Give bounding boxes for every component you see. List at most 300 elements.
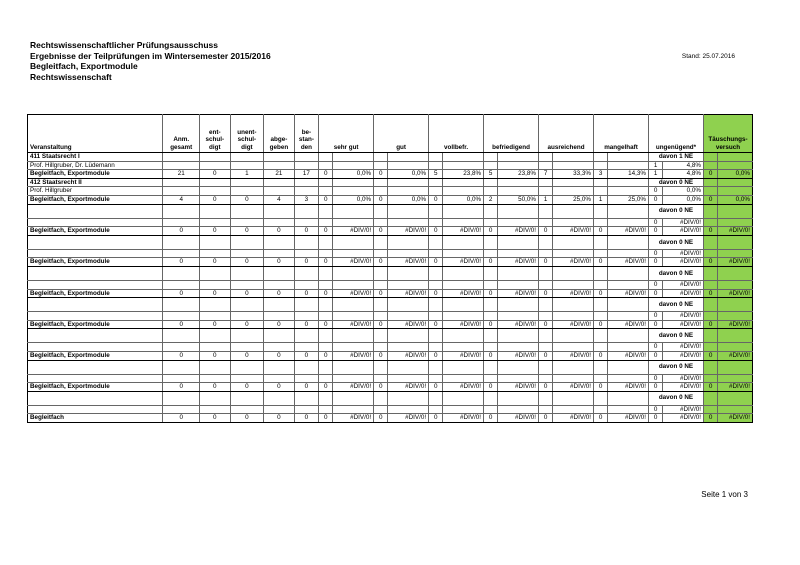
- empty-cell: [333, 391, 374, 405]
- grade-count: 0: [319, 258, 333, 267]
- tv-count: 0: [703, 351, 717, 360]
- grade-pct: #DIV/0!: [498, 414, 539, 423]
- empty-cell: [374, 312, 388, 321]
- empty-cell: [443, 235, 484, 249]
- empty-cell: [498, 298, 539, 312]
- grade-count: 0: [539, 227, 553, 236]
- grade-pct: #DIV/0!: [333, 383, 374, 392]
- summary-label: Begleitfach, Exportmodule: [28, 227, 163, 236]
- prof-name: [28, 405, 163, 414]
- empty-cell: [539, 343, 553, 352]
- empty-cell: [374, 235, 388, 249]
- empty-cell: [429, 343, 443, 352]
- empty-cell: [718, 266, 753, 280]
- empty-cell: [484, 153, 498, 162]
- empty-cell: [230, 343, 264, 352]
- empty-cell: [608, 266, 649, 280]
- block-title-row: [28, 360, 753, 374]
- empty-cell: [718, 374, 753, 383]
- grade-pct: #DIV/0!: [663, 227, 704, 236]
- empty-cell: [429, 266, 443, 280]
- empty-cell: [230, 161, 264, 170]
- empty-cell: [718, 343, 753, 352]
- grade-count: 0: [319, 351, 333, 360]
- summary-value: 0: [163, 227, 200, 236]
- grade-pct: 23,8%: [498, 170, 539, 179]
- empty-cell: [498, 266, 539, 280]
- empty-cell: [230, 218, 264, 227]
- grade-count: 0: [484, 258, 498, 267]
- empty-cell: [594, 187, 608, 196]
- empty-cell: [718, 312, 753, 321]
- empty-cell: [553, 360, 594, 374]
- empty-cell: [429, 280, 443, 289]
- empty-cell: [374, 204, 388, 218]
- grade-pct: #DIV/0!: [608, 383, 649, 392]
- empty-cell: [294, 249, 318, 258]
- grade-pct: #DIV/0!: [553, 289, 594, 298]
- empty-cell: [703, 374, 717, 383]
- empty-cell: [388, 280, 429, 289]
- empty-cell: [374, 343, 388, 352]
- empty-cell: [703, 266, 717, 280]
- summary-label: Begleitfach, Exportmodule: [28, 170, 163, 179]
- empty-cell: [539, 249, 553, 258]
- empty-cell: [264, 374, 295, 383]
- empty-cell: [553, 298, 594, 312]
- grade-pct: #DIV/0!: [608, 289, 649, 298]
- block-prof-row: [28, 249, 753, 258]
- empty-cell: [429, 178, 443, 187]
- empty-cell: [230, 280, 264, 289]
- empty-cell: [718, 187, 753, 196]
- summary-label: Begleitfach, Exportmodule: [28, 320, 163, 329]
- empty-cell: [484, 235, 498, 249]
- empty-cell: [703, 218, 717, 227]
- block-prof-row: [28, 312, 753, 321]
- prof-ne-pct: #DIV/0!: [663, 343, 704, 352]
- grade-count: 0: [484, 351, 498, 360]
- empty-cell: [594, 343, 608, 352]
- empty-cell: [200, 280, 231, 289]
- empty-cell: [498, 312, 539, 321]
- summary-value: 1: [230, 170, 264, 179]
- col-sehr-gut: sehr gut: [319, 115, 374, 153]
- grade-pct: #DIV/0!: [663, 414, 704, 423]
- empty-cell: [319, 204, 333, 218]
- grade-pct: #DIV/0!: [443, 414, 484, 423]
- empty-cell: [608, 374, 649, 383]
- empty-cell: [443, 405, 484, 414]
- empty-cell: [230, 329, 264, 343]
- empty-cell: [594, 161, 608, 170]
- summary-value: 21: [163, 170, 200, 179]
- empty-cell: [484, 298, 498, 312]
- grade-pct: #DIV/0!: [498, 258, 539, 267]
- empty-cell: [718, 298, 753, 312]
- empty-cell: [163, 153, 200, 162]
- block-summary-row: [28, 170, 753, 179]
- block-title: [28, 298, 163, 312]
- grade-count: 0: [429, 195, 443, 204]
- summary-label: Begleitfach, Exportmodule: [28, 351, 163, 360]
- grade-count: 0: [319, 414, 333, 423]
- empty-cell: [429, 312, 443, 321]
- results-table: [27, 114, 753, 423]
- empty-cell: [264, 343, 295, 352]
- summary-value: 0: [230, 414, 264, 423]
- summary-label: Begleitfach, Exportmodule: [28, 289, 163, 298]
- header-line-2: Ergebnisse der Teilprüfungen im Wintersemester 2015/2016: [30, 50, 271, 61]
- empty-cell: [718, 218, 753, 227]
- col-bestanden: [294, 115, 318, 153]
- block-summary-row: [28, 320, 753, 329]
- grade-count: 0: [648, 320, 662, 329]
- prof-ne-pct: #DIV/0!: [663, 405, 704, 414]
- grade-count: 0: [594, 320, 608, 329]
- grade-pct: #DIV/0!: [388, 414, 429, 423]
- grade-count: 0: [374, 414, 388, 423]
- empty-cell: [718, 405, 753, 414]
- grade-pct: #DIV/0!: [443, 383, 484, 392]
- empty-cell: [718, 360, 753, 374]
- grade-count: 0: [594, 383, 608, 392]
- grade-pct: #DIV/0!: [333, 320, 374, 329]
- empty-cell: [388, 298, 429, 312]
- empty-cell: [388, 235, 429, 249]
- empty-cell: [264, 360, 295, 374]
- empty-cell: [163, 249, 200, 258]
- grade-pct: #DIV/0!: [498, 289, 539, 298]
- grade-count: 0: [374, 383, 388, 392]
- empty-cell: [294, 298, 318, 312]
- grade-count: 0: [594, 414, 608, 423]
- empty-cell: [294, 187, 318, 196]
- empty-cell: [608, 391, 649, 405]
- grade-count: 0: [539, 383, 553, 392]
- empty-cell: [374, 266, 388, 280]
- empty-cell: [718, 329, 753, 343]
- grade-pct: #DIV/0!: [388, 258, 429, 267]
- empty-cell: [443, 178, 484, 187]
- grade-pct: #DIV/0!: [553, 383, 594, 392]
- empty-cell: [553, 266, 594, 280]
- grade-count: 0: [539, 320, 553, 329]
- grade-pct: #DIV/0!: [443, 227, 484, 236]
- empty-cell: [264, 235, 295, 249]
- block-summary-row: [28, 195, 753, 204]
- prof-ne-pct: #DIV/0!: [663, 218, 704, 227]
- empty-cell: [230, 374, 264, 383]
- empty-cell: [703, 161, 717, 170]
- grade-count: 0: [319, 227, 333, 236]
- tv-count: 0: [703, 414, 717, 423]
- empty-cell: [264, 329, 295, 343]
- grade-count: 0: [484, 289, 498, 298]
- empty-cell: [594, 329, 608, 343]
- grade-count: 1: [539, 195, 553, 204]
- summary-value: 0: [230, 320, 264, 329]
- prof-ne-pct: 4,8%: [663, 161, 704, 170]
- empty-cell: [539, 235, 553, 249]
- empty-cell: [703, 298, 717, 312]
- tv-pct: #DIV/0!: [718, 320, 753, 329]
- summary-value: 0: [163, 258, 200, 267]
- grade-count: 0: [319, 289, 333, 298]
- empty-cell: [319, 329, 333, 343]
- empty-cell: [294, 153, 318, 162]
- grade-count: 0: [648, 383, 662, 392]
- empty-cell: [608, 218, 649, 227]
- block-summary-row: [28, 227, 753, 236]
- summary-value: 0: [163, 414, 200, 423]
- block-summary-row: [28, 383, 753, 392]
- block-prof-row: [28, 161, 753, 170]
- empty-cell: [388, 249, 429, 258]
- tv-count: 0: [703, 383, 717, 392]
- summary-value: 0: [230, 289, 264, 298]
- grade-pct: #DIV/0!: [663, 383, 704, 392]
- block-prof-row: [28, 187, 753, 196]
- empty-cell: [718, 249, 753, 258]
- block-prof-row: [28, 343, 753, 352]
- empty-cell: [443, 329, 484, 343]
- empty-cell: [264, 312, 295, 321]
- tv-pct: 0,0%: [718, 195, 753, 204]
- empty-cell: [333, 343, 374, 352]
- empty-cell: [539, 266, 553, 280]
- block-title: 412 Staatsrecht II: [28, 178, 163, 187]
- empty-cell: [230, 266, 264, 280]
- grade-count: 0: [539, 414, 553, 423]
- empty-cell: [429, 298, 443, 312]
- block-title-row: [28, 298, 753, 312]
- empty-cell: [539, 204, 553, 218]
- header-line-1: Rechtswissenschaftlicher Prüfungsausschuss: [30, 40, 219, 50]
- block-title-row: [28, 153, 753, 162]
- empty-cell: [608, 312, 649, 321]
- grade-pct: #DIV/0!: [553, 258, 594, 267]
- empty-cell: [498, 235, 539, 249]
- empty-cell: [230, 405, 264, 414]
- grade-pct: #DIV/0!: [553, 320, 594, 329]
- empty-cell: [163, 391, 200, 405]
- empty-cell: [539, 374, 553, 383]
- tv-pct: #DIV/0!: [718, 414, 753, 423]
- col-anm-text: Anm. gesamt: [170, 136, 193, 151]
- empty-cell: [230, 391, 264, 405]
- empty-cell: [200, 266, 231, 280]
- empty-cell: [294, 329, 318, 343]
- summary-value: 0: [200, 351, 231, 360]
- grade-count: 0: [374, 227, 388, 236]
- grade-count: 5: [484, 170, 498, 179]
- summary-value: 0: [200, 258, 231, 267]
- summary-label: Begleitfach, Exportmodule: [28, 195, 163, 204]
- empty-cell: [294, 280, 318, 289]
- empty-cell: [498, 204, 539, 218]
- grade-pct: #DIV/0!: [443, 320, 484, 329]
- empty-cell: [319, 360, 333, 374]
- prof-name: [28, 280, 163, 289]
- empty-cell: [374, 280, 388, 289]
- empty-cell: [498, 374, 539, 383]
- block-title: [28, 391, 163, 405]
- empty-cell: [230, 153, 264, 162]
- col-ent-text: ent- schul- digt: [205, 128, 225, 151]
- tv-count: 0: [703, 320, 717, 329]
- empty-cell: [374, 153, 388, 162]
- davon-ne: davon 0 NE: [648, 235, 703, 249]
- grade-count: 0: [319, 170, 333, 179]
- col-unent: [230, 115, 264, 153]
- empty-cell: [484, 312, 498, 321]
- davon-ne: davon 0 NE: [648, 360, 703, 374]
- col-taeuschung: [703, 115, 752, 153]
- summary-value: 0: [230, 383, 264, 392]
- empty-cell: [703, 204, 717, 218]
- empty-cell: [319, 161, 333, 170]
- col-gut: gut: [374, 115, 429, 153]
- grade-pct: 25,0%: [608, 195, 649, 204]
- grade-pct: 0,0%: [333, 170, 374, 179]
- summary-value: 0: [163, 320, 200, 329]
- empty-cell: [333, 249, 374, 258]
- empty-cell: [294, 178, 318, 187]
- empty-cell: [594, 405, 608, 414]
- empty-cell: [230, 312, 264, 321]
- empty-cell: [319, 298, 333, 312]
- summary-value: 0: [200, 414, 231, 423]
- empty-cell: [230, 235, 264, 249]
- empty-cell: [553, 187, 594, 196]
- empty-cell: [498, 343, 539, 352]
- empty-cell: [200, 204, 231, 218]
- empty-cell: [484, 360, 498, 374]
- empty-cell: [264, 298, 295, 312]
- empty-cell: [484, 280, 498, 289]
- empty-cell: [163, 360, 200, 374]
- col-befriedigend: befriedigend: [484, 115, 539, 153]
- grade-count: 0: [648, 351, 662, 360]
- empty-cell: [388, 178, 429, 187]
- summary-value: 0: [200, 170, 231, 179]
- summary-value: 4: [264, 195, 295, 204]
- summary-value: 0: [294, 289, 318, 298]
- empty-cell: [594, 280, 608, 289]
- empty-cell: [498, 391, 539, 405]
- empty-cell: [333, 178, 374, 187]
- empty-cell: [594, 204, 608, 218]
- grade-pct: #DIV/0!: [663, 320, 704, 329]
- empty-cell: [319, 391, 333, 405]
- col-veranstaltung: Veranstaltung: [28, 115, 163, 153]
- empty-cell: [718, 391, 753, 405]
- empty-cell: [484, 204, 498, 218]
- empty-cell: [163, 266, 200, 280]
- empty-cell: [608, 204, 649, 218]
- empty-cell: [388, 187, 429, 196]
- empty-cell: [429, 405, 443, 414]
- grade-pct: #DIV/0!: [608, 414, 649, 423]
- empty-cell: [498, 249, 539, 258]
- empty-cell: [498, 187, 539, 196]
- summary-value: 0: [264, 383, 295, 392]
- empty-cell: [553, 153, 594, 162]
- grade-count: 1: [594, 195, 608, 204]
- empty-cell: [264, 280, 295, 289]
- grade-count: 0: [429, 289, 443, 298]
- grade-pct: #DIV/0!: [443, 351, 484, 360]
- tv-pct: #DIV/0!: [718, 289, 753, 298]
- grade-pct: #DIV/0!: [333, 227, 374, 236]
- empty-cell: [539, 161, 553, 170]
- empty-cell: [388, 266, 429, 280]
- empty-cell: [264, 391, 295, 405]
- prof-ne-count: 1: [648, 161, 662, 170]
- empty-cell: [443, 218, 484, 227]
- empty-cell: [429, 249, 443, 258]
- grade-count: 0: [374, 258, 388, 267]
- tv-count: 0: [703, 195, 717, 204]
- empty-cell: [553, 343, 594, 352]
- empty-cell: [294, 343, 318, 352]
- empty-cell: [539, 312, 553, 321]
- prof-ne-pct: #DIV/0!: [663, 280, 704, 289]
- empty-cell: [200, 187, 231, 196]
- block-title: [28, 266, 163, 280]
- grade-pct: #DIV/0!: [333, 258, 374, 267]
- empty-cell: [294, 161, 318, 170]
- grade-count: 0: [648, 289, 662, 298]
- empty-cell: [443, 280, 484, 289]
- grade-pct: 4,8%: [663, 170, 704, 179]
- empty-cell: [264, 405, 295, 414]
- block-prof-row: [28, 374, 753, 383]
- empty-cell: [443, 343, 484, 352]
- empty-cell: [374, 298, 388, 312]
- empty-cell: [374, 218, 388, 227]
- grade-count: 0: [374, 351, 388, 360]
- empty-cell: [319, 249, 333, 258]
- prof-name: [28, 343, 163, 352]
- summary-value: 0: [264, 414, 295, 423]
- empty-cell: [230, 249, 264, 258]
- empty-cell: [718, 235, 753, 249]
- grade-pct: #DIV/0!: [663, 258, 704, 267]
- empty-cell: [163, 329, 200, 343]
- empty-cell: [703, 360, 717, 374]
- header-line-3: Begleitfach, Exportmodule: [30, 61, 138, 71]
- empty-cell: [200, 312, 231, 321]
- empty-cell: [319, 235, 333, 249]
- summary-value: 0: [294, 414, 318, 423]
- block-prof-row: [28, 218, 753, 227]
- grade-count: 0: [429, 383, 443, 392]
- grade-pct: 0,0%: [333, 195, 374, 204]
- grade-count: 0: [319, 320, 333, 329]
- empty-cell: [163, 280, 200, 289]
- empty-cell: [264, 249, 295, 258]
- empty-cell: [553, 161, 594, 170]
- empty-cell: [484, 161, 498, 170]
- empty-cell: [163, 204, 200, 218]
- empty-cell: [374, 249, 388, 258]
- tv-count: 0: [703, 170, 717, 179]
- empty-cell: [319, 343, 333, 352]
- empty-cell: [608, 343, 649, 352]
- empty-cell: [594, 298, 608, 312]
